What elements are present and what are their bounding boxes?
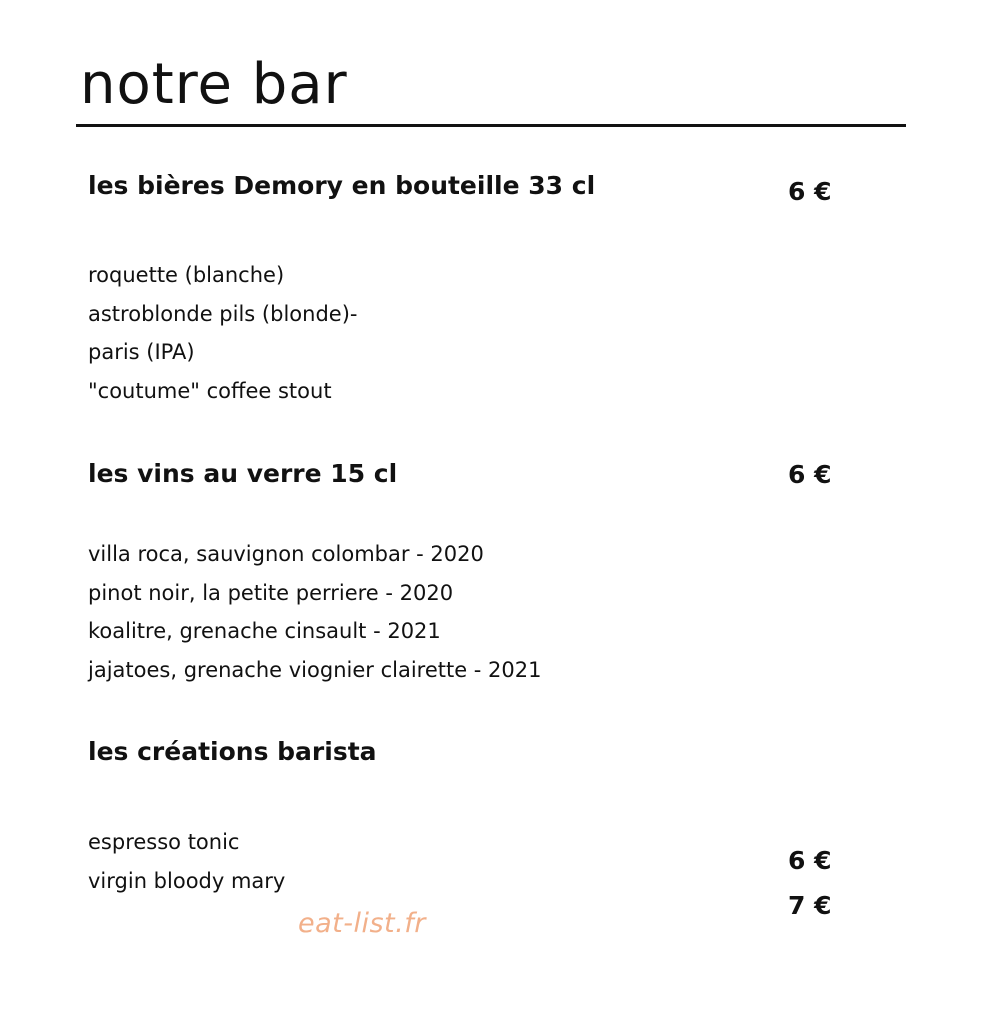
section-heading-wines: les vins au verre 15 cl bbox=[88, 459, 398, 488]
list-item: "coutume" coffee stout bbox=[88, 378, 332, 403]
list-item: virgin bloody mary bbox=[88, 868, 286, 893]
price-wines: 6 € bbox=[788, 460, 832, 489]
title-divider bbox=[76, 124, 906, 127]
item-list-wines bbox=[88, 535, 542, 689]
list-item: jajatoes, grenache viognier clairette - 2021 bbox=[88, 657, 542, 682]
list-item: pinot noir, la petite perriere - 2020 bbox=[88, 580, 454, 605]
list-item: villa roca, sauvignon colombar - 2020 bbox=[88, 542, 484, 566]
list-item: paris (IPA) bbox=[88, 340, 195, 364]
item-list-beers bbox=[88, 256, 357, 410]
watermark: eat-list.fr bbox=[298, 908, 426, 939]
price-virgin-bloody-mary: 7 € bbox=[788, 891, 832, 920]
list-item: espresso tonic bbox=[88, 830, 240, 854]
list-item: roquette (blanche) bbox=[88, 263, 285, 287]
section-heading-barista: les créations barista bbox=[88, 737, 377, 766]
page-title: notre bar bbox=[80, 52, 348, 117]
list-item: astroblonde pils (blonde)- bbox=[88, 301, 358, 326]
section-heading-beers: les bières Demory en bouteille 33 cl bbox=[88, 171, 596, 200]
list-item: koalitre, grenache cinsault - 2021 bbox=[88, 619, 441, 643]
item-list-barista bbox=[88, 823, 285, 900]
price-beers: 6 € bbox=[788, 177, 832, 206]
price-espresso-tonic: 6 € bbox=[788, 846, 832, 875]
